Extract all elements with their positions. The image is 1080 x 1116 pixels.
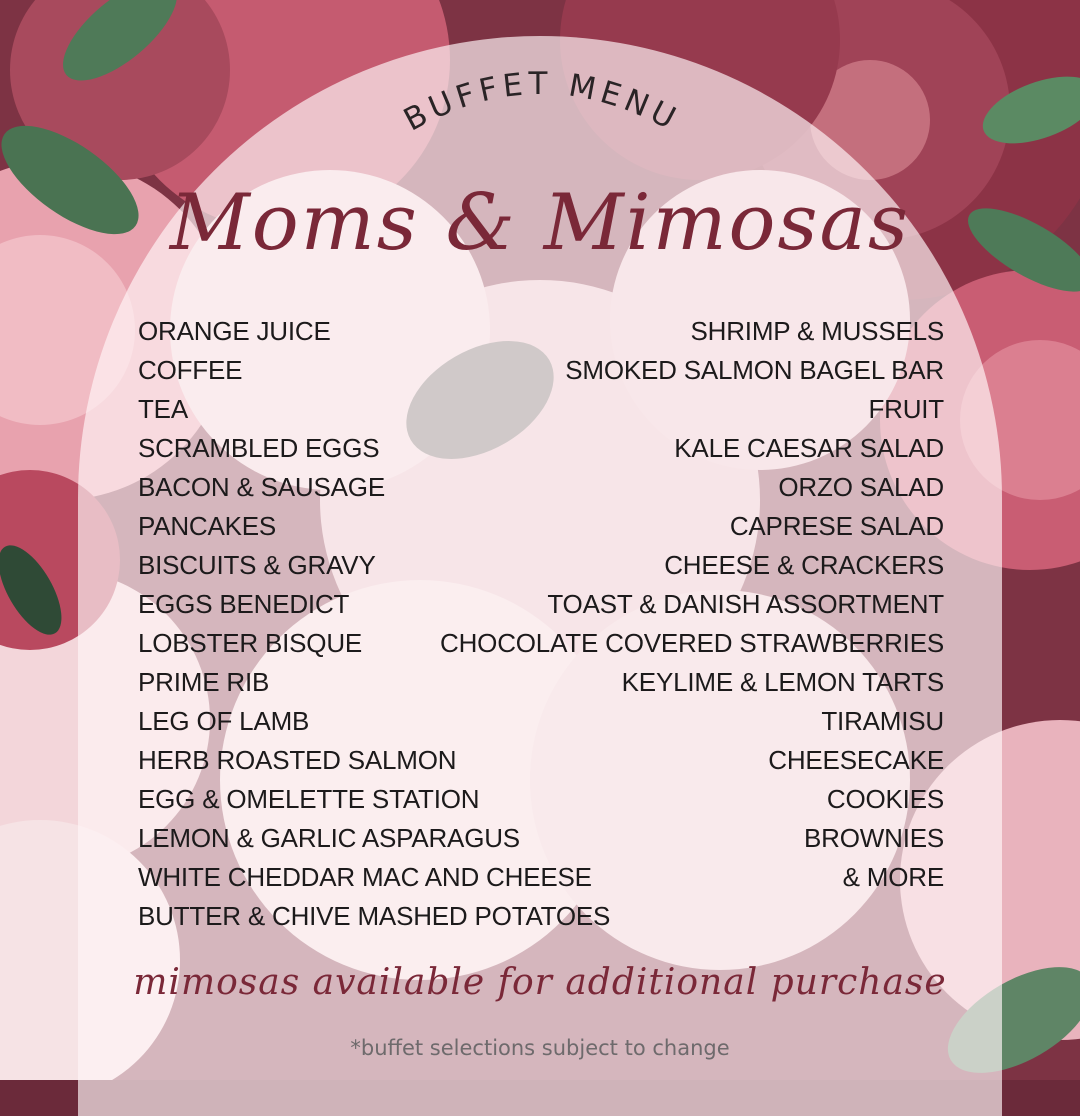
menu-item: FRUIT — [868, 394, 944, 424]
menu-item: LEMON & GARLIC ASPARAGUS — [138, 823, 520, 853]
menu-item: LEG OF LAMB — [138, 706, 310, 736]
menu-item: BISCUITS & GRAVY — [138, 550, 376, 580]
menu-item: PRIME RIB — [138, 667, 270, 697]
menu-item: BROWNIES — [804, 823, 944, 853]
menu-item: LOBSTER BISQUE — [138, 628, 363, 658]
menu-item: SHRIMP & MUSSELS — [690, 316, 944, 346]
menu-item: SCRAMBLED EGGS — [138, 433, 380, 463]
menu-item: CAPRESE SALAD — [729, 511, 944, 541]
menu-item: COFFEE — [138, 355, 243, 385]
menu-item: TOAST & DANISH ASSORTMENT — [547, 589, 944, 619]
menu-item: BACON & SAUSAGE — [138, 472, 385, 502]
menu-item: ORANGE JUICE — [138, 316, 331, 346]
menu-item: CHEESE & CRACKERS — [664, 550, 944, 580]
menu-item: KALE CAESAR SALAD — [674, 433, 944, 463]
menu-title: Moms & Mimosas — [169, 178, 911, 268]
menu-item: WHITE CHEDDAR MAC AND CHEESE — [138, 862, 592, 892]
menu-item: TIRAMISU — [821, 706, 944, 736]
menu-item: KEYLIME & LEMON TARTS — [621, 667, 944, 697]
menu-item: CHOCOLATE COVERED STRAWBERRIES — [440, 628, 944, 658]
menu-item: CHEESECAKE — [768, 745, 944, 775]
menu-subtitle-arc — [0, 0, 1080, 200]
disclaimer: *buffet selections subject to change — [350, 1036, 730, 1060]
menu-item: PANCAKES — [138, 511, 277, 541]
menu-item: HERB ROASTED SALMON — [138, 745, 457, 775]
menu-item: BUTTER & CHIVE MASHED POTATOES — [138, 901, 611, 931]
menu-item: EGGS BENEDICT — [138, 589, 350, 619]
menu-column-right — [440, 312, 944, 897]
menu-item: TEA — [138, 394, 188, 424]
menu-item: EGG & OMELETTE STATION — [138, 784, 480, 814]
mimosa-note: mimosas available for additional purchase — [133, 962, 947, 1003]
menu-item: & MORE — [842, 862, 944, 892]
menu-item: ORZO SALAD — [778, 472, 944, 502]
menu-item: SMOKED SALMON BAGEL BAR — [565, 355, 944, 385]
menu-subtitle: BUFFET MENU — [398, 65, 686, 139]
menu-item: COOKIES — [826, 784, 944, 814]
